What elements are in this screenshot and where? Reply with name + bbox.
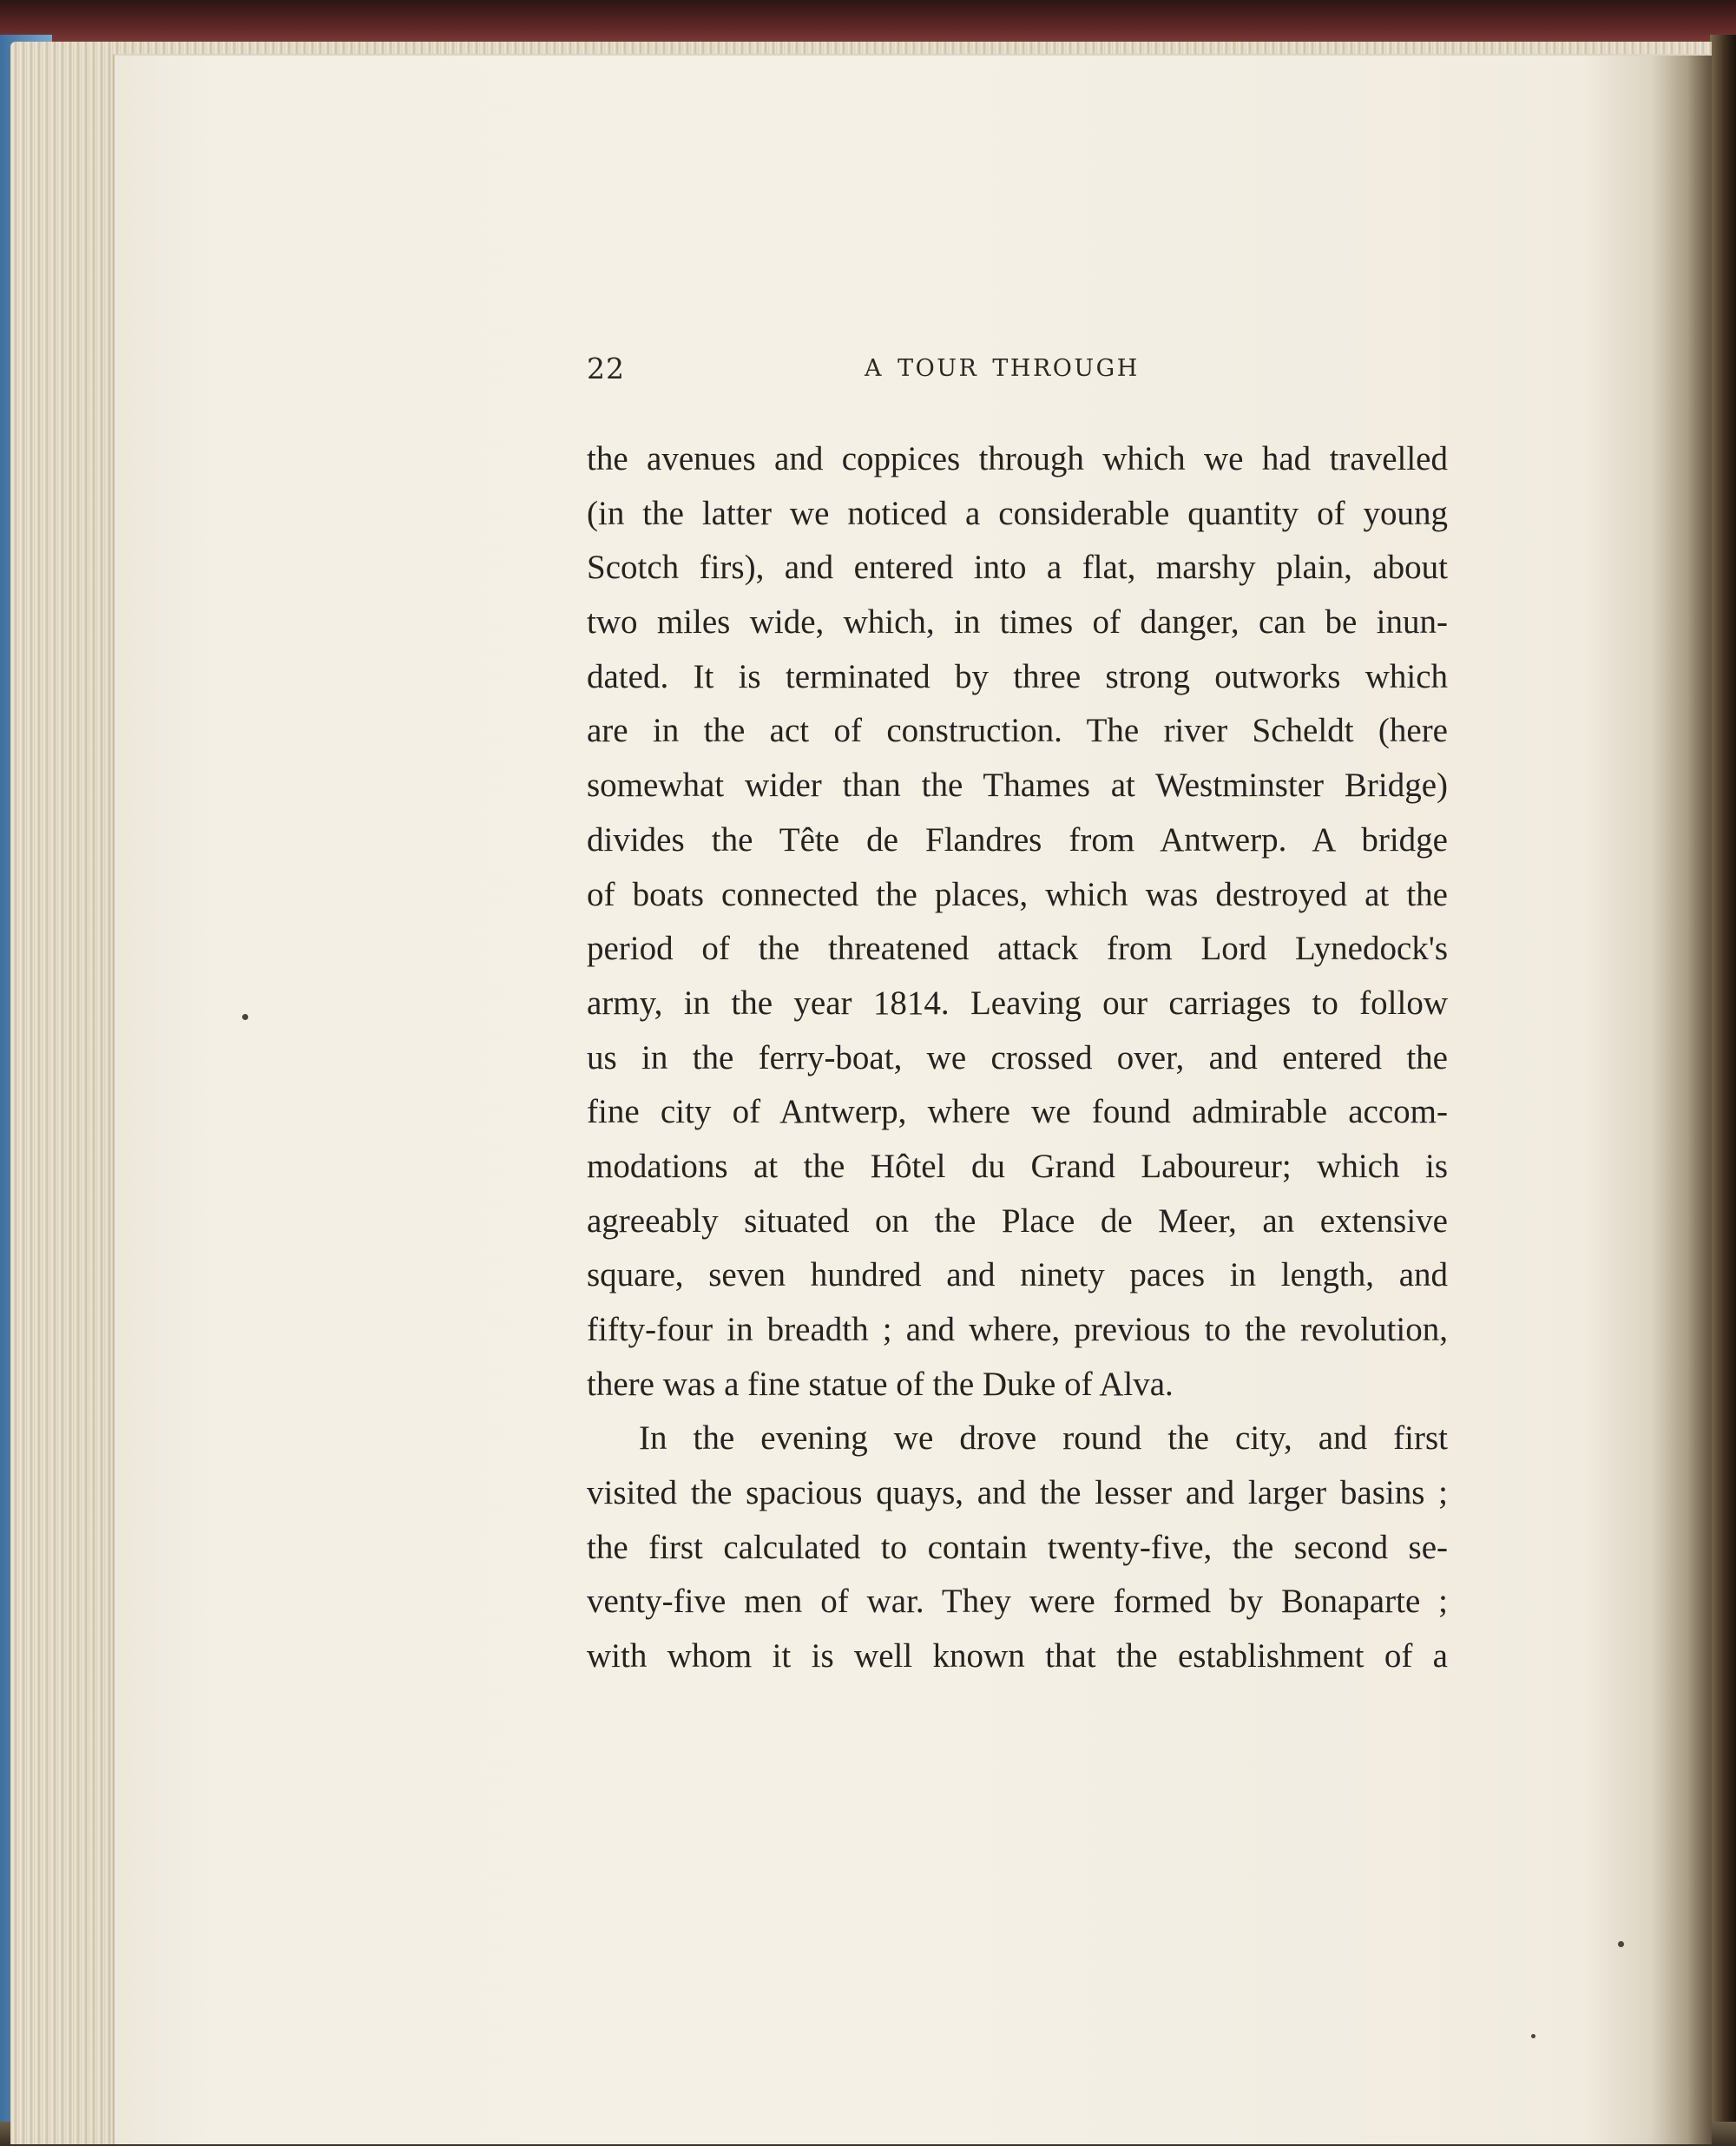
running-head — [587, 352, 1448, 395]
text-line: us in the ferry-boat, we crossed over, and entered the — [587, 1038, 1448, 1076]
text-line: two miles wide, which, in times of danger, can be inun- — [587, 603, 1448, 642]
paper-speck — [1531, 2034, 1535, 2038]
paper-speck — [242, 1014, 248, 1020]
text-line: with whom it is well known that the establishment of a — [587, 1637, 1448, 1675]
paper-speck — [1618, 1941, 1624, 1947]
text-line: army, in the year 1814. Leaving our carriages to follow — [587, 984, 1448, 1022]
text-line: dated. It is terminated by three strong outworks which — [587, 657, 1448, 695]
text-line: Scotch firs), and entered into a flat, marshy plain, about — [587, 549, 1448, 587]
text-line: square, seven hundred and ninety paces in length, and — [587, 1256, 1448, 1294]
text-line: divides the Tête de Flandres from Antwerp. A bridge — [587, 820, 1448, 859]
text-line: venty-five men of war. They were formed by Bonaparte ; — [587, 1583, 1448, 1621]
text-line: agreeably situated on the Place de Meer, an extensive — [587, 1201, 1448, 1240]
text-line: the first calculated to contain twenty-five, the second se- — [587, 1528, 1448, 1566]
book-cover-right-edge — [1710, 35, 1736, 2146]
body-text — [587, 432, 1448, 1684]
text-line: fine city of Antwerp, where we found admirable accom- — [587, 1093, 1448, 1131]
text-line: the avenues and coppices through which we had travelled — [587, 440, 1448, 477]
paragraph-2 — [587, 1412, 1448, 1683]
running-title: A TOUR THROUGH — [865, 355, 1140, 382]
text-line: are in the act of construction. The river Scheldt (here — [587, 712, 1448, 750]
text-line: somewhat wider than the Thames at Westminster Bridge) — [587, 767, 1448, 805]
text-line: fifty-four in breadth ; and where, previous to the revolution, — [587, 1311, 1448, 1348]
text-line: period of the threatened attack from Lord Lynedock's — [587, 930, 1448, 968]
gutter-shadow — [1651, 56, 1712, 2144]
text-line: there was a fine statue of the Duke of Alva. — [587, 1365, 1174, 1403]
page-number: 22 — [587, 352, 625, 385]
text-line: visited the spacious quays, and the lesser and larger basins ; — [587, 1474, 1448, 1512]
text-line: (in the latter we noticed a considerable quantity of young — [587, 494, 1448, 532]
text-line: modations at the Hôtel du Grand Laboureur; which is — [587, 1147, 1448, 1185]
text-line: In the evening we drove round the city, and first — [639, 1419, 1448, 1458]
paragraph-1 — [587, 432, 1448, 1412]
text-line: of boats connected the places, which was destroyed at the — [587, 875, 1448, 913]
